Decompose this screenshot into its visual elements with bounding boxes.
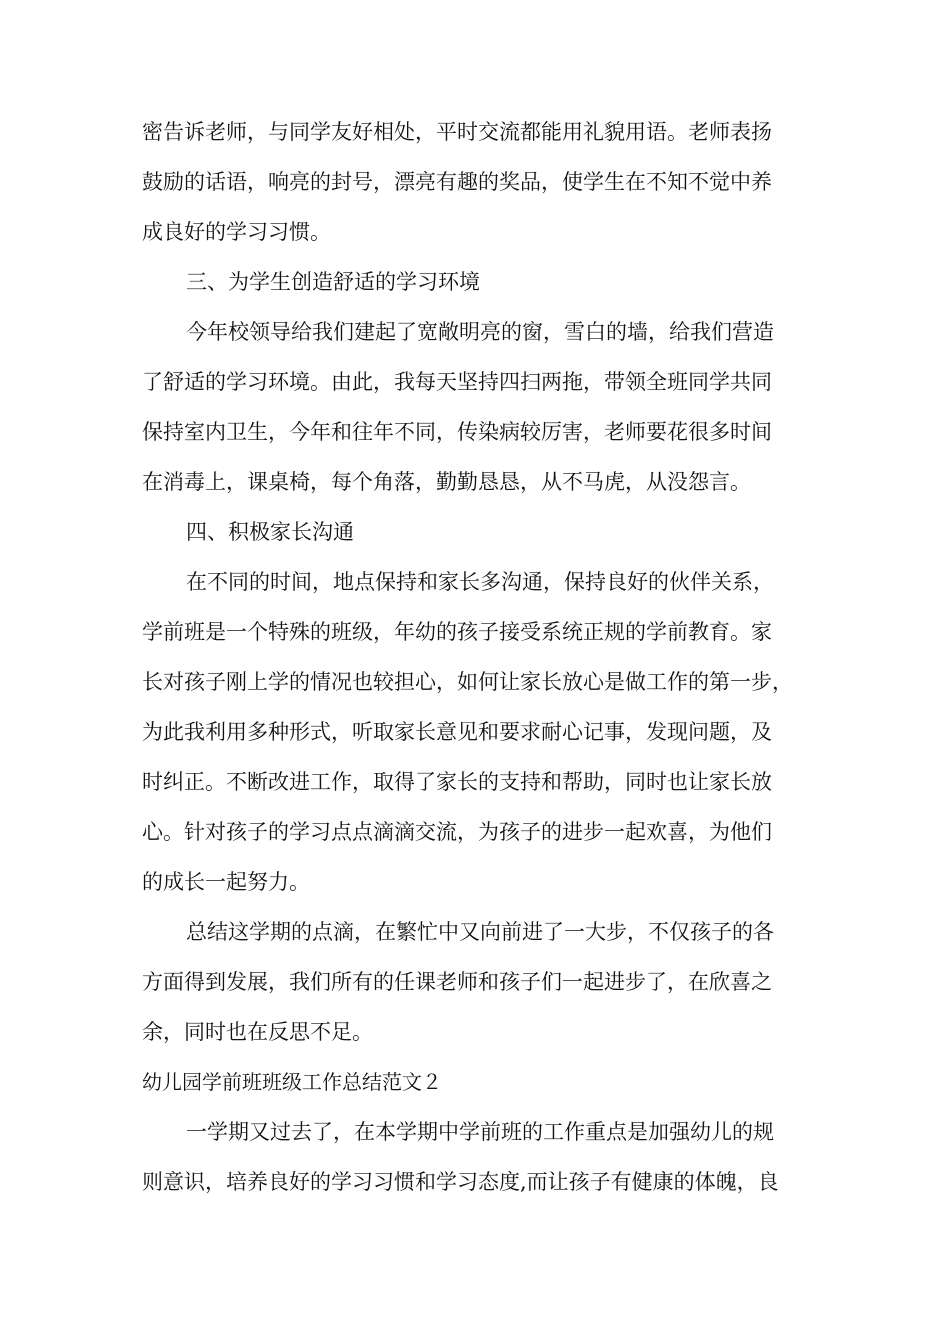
body-text-line: 长对孩子刚上学的情况也较担心，如何让家长放心是做工作的第一步， [142, 670, 793, 694]
body-text-line: 学前班是一个特殊的班级，年幼的孩子接受系统正规的学前教育。家 [142, 620, 772, 644]
body-text-line: 成良好的学习习惯。 [142, 220, 331, 244]
section-heading: 三、为学生创造舒适的学习环境 [186, 270, 480, 294]
body-text-line: 时纠正。不断改进工作，取得了家长的支持和帮助，同时也让家长放 [142, 770, 772, 794]
body-text-line: 一学期又过去了，在本学期中学前班的工作重点是加强幼儿的规 [186, 1120, 774, 1144]
body-text-line: 则意识，培养良好的学习习惯和学习态度,而让孩子有健康的体魄，良 [142, 1170, 779, 1194]
body-text-line: 方面得到发展，我们所有的任课老师和孩子们一起进步了，在欣喜之 [142, 970, 772, 994]
body-text-line: 今年校领导给我们建起了宽敞明亮的窗，雪白的墙，给我们营造 [186, 320, 774, 344]
body-text-line: 在消毒上，课桌椅，每个角落，勤勤恳恳，从不马虎，从没怨言。 [142, 470, 751, 494]
body-text-line: 为此我利用多种形式，听取家长意见和要求耐心记事，发现问题，及 [142, 720, 772, 744]
body-text-line: 了舒适的学习环境。由此，我每天坚持四扫两拖，带领全班同学共同 [142, 370, 772, 394]
document-title: 幼儿园学前班班级工作总结范文２ [142, 1070, 442, 1094]
body-text-line: 余，同时也在反思不足。 [142, 1020, 373, 1044]
body-text-line: 心。针对孩子的学习点点滴滴交流，为孩子的进步一起欢喜，为他们 [142, 820, 772, 844]
body-text-line: 密告诉老师，与同学友好相处，平时交流都能用礼貌用语。老师表扬 [142, 120, 772, 144]
body-text-line: 鼓励的话语，响亮的封号，漂亮有趣的奖品，使学生在不知不觉中养 [142, 170, 772, 194]
body-text-line: 保持室内卫生，今年和往年不同，传染病较厉害，老师要花很多时间 [142, 420, 772, 444]
body-text-line: 在不同的时间，地点保持和家长多沟通，保持良好的伙伴关系， [186, 570, 774, 594]
body-text-line: 的成长一起努力。 [142, 870, 310, 894]
body-text-line: 总结这学期的点滴，在繁忙中又向前进了一大步，不仅孩子的各 [186, 920, 774, 944]
section-heading: 四、积极家长沟通 [186, 520, 354, 544]
